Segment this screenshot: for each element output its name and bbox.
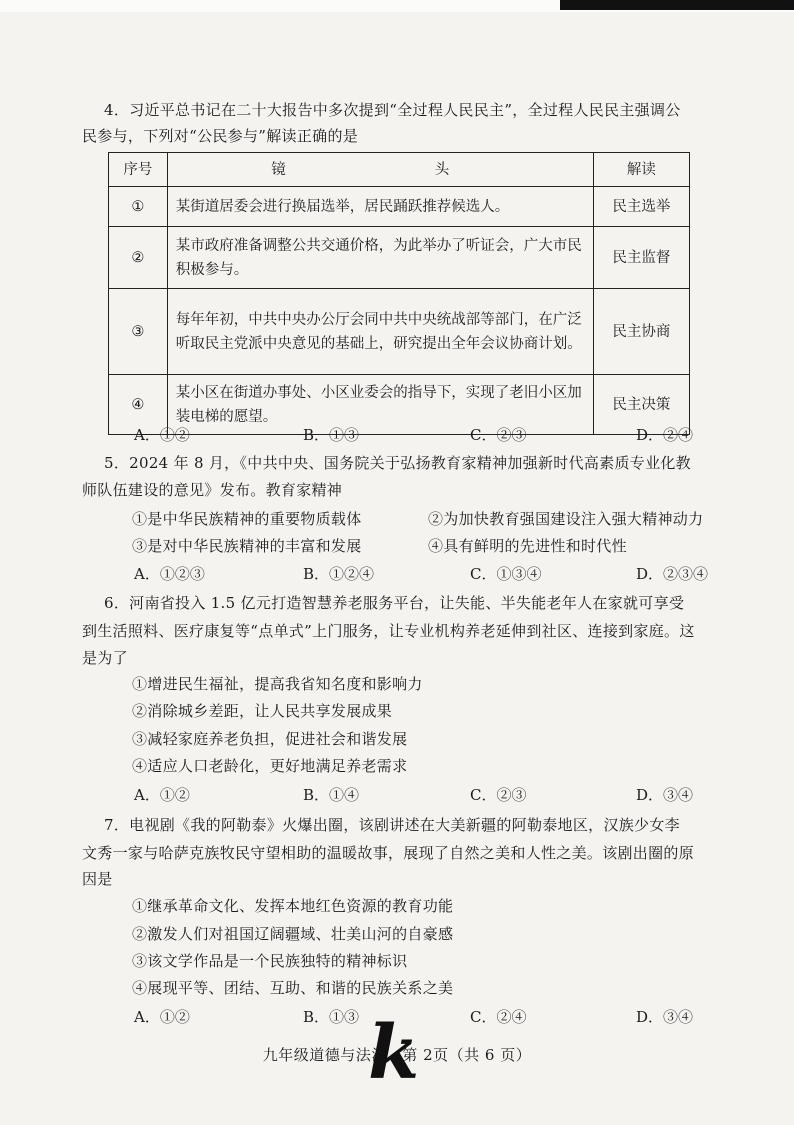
q6-item-1: ①增进民生福祉，提高我省知名度和影响力 — [132, 675, 423, 693]
table-row — [109, 227, 690, 289]
q6-stem-line3: 是为了 — [82, 649, 128, 667]
q4-option-a[interactable]: A．①② — [134, 426, 190, 444]
page-footer: 九年级道德与法治 第 2页（共 6 页） — [262, 1046, 532, 1064]
header-interp: 解读 — [593, 153, 689, 187]
q6-item-2: ②消除城乡差距，让人民共享发展成果 — [132, 702, 393, 720]
q4-option-d[interactable]: D．②④ — [636, 426, 694, 444]
table-row — [109, 375, 690, 435]
q5-item-2: ②为加快教育强国建设注入强大精神动力 — [428, 510, 704, 528]
row-num: ② — [109, 227, 168, 289]
q7-item-3: ③该文学作品是一个民族独特的精神标识 — [132, 952, 408, 970]
q7-stem-line2: 文秀一家与哈萨克族牧民守望相助的温暖故事，展现了自然之美和人性之美。该剧出圈的原 — [82, 844, 695, 862]
q7-option-a[interactable]: A．①② — [134, 1008, 190, 1026]
q5-item-3: ③是对中华民族精神的丰富和发展 — [132, 537, 362, 555]
row-interp: 民主决策 — [593, 375, 689, 435]
q7-item-1: ①继承革命文化、发挥本地红色资源的教育功能 — [132, 897, 454, 915]
q6-item-4: ④适应人口老龄化，更好地满足养老需求 — [132, 757, 408, 775]
row-num: ① — [109, 187, 168, 227]
q6-stem-line1: 6．河南省投入 1.5 亿元打造智慧养老服务平台，让失能、半失能老年人在家就可享受 — [104, 594, 685, 612]
scan-dark-band — [560, 0, 794, 10]
q4-table — [108, 152, 690, 435]
q5-item-1: ①是中华民族精神的重要物质载体 — [132, 510, 362, 528]
q6-item-3: ③减轻家庭养老负担，促进社会和谐发展 — [132, 730, 408, 748]
q6-option-c[interactable]: C．②③ — [470, 786, 527, 804]
q5-stem-line1: 5．2024 年 8 月，《中共中央、国务院关于弘扬教育家精神加强新时代高素质专业化教 — [104, 454, 691, 472]
row-num: ③ — [109, 289, 168, 375]
q5-stem-line2: 师队伍建设的意见》发布。教育家精神 — [82, 481, 343, 499]
q7-option-b[interactable]: B．①③ — [303, 1008, 360, 1026]
q7-item-2: ②激发人们对祖国辽阔疆域、壮美山河的自豪感 — [132, 925, 454, 943]
watermark-logo: k — [368, 1010, 420, 1096]
q5-item-4: ④具有鲜明的先进性和时代性 — [428, 537, 627, 555]
q7-option-c[interactable]: C．②④ — [470, 1008, 527, 1026]
row-scene: 某小区在街道办事处、小区业委会的指导下，实现了老旧小区加装电梯的愿望。 — [167, 375, 593, 435]
q6-option-a[interactable]: A．①② — [134, 786, 190, 804]
q6-stem-line2: 到生活照料、医疗康复等“点单式”上门服务，让专业机构养老延伸到社区、连接到家庭。这 — [82, 622, 695, 640]
q4-option-c[interactable]: C．②③ — [470, 426, 527, 444]
q5-option-a[interactable]: A．①②③ — [134, 565, 205, 583]
row-scene: 某街道居委会进行换届选举，居民踊跃推荐候选人。 — [167, 187, 593, 227]
q5-option-d[interactable]: D．②③④ — [636, 565, 709, 583]
row-num: ④ — [109, 375, 168, 435]
q7-stem-line3: 因是 — [82, 870, 113, 888]
row-scene: 某市政府准备调整公共交通价格，为此举办了听证会，广大市民积极参与。 — [167, 227, 593, 289]
header-num: 序号 — [109, 153, 168, 187]
q7-stem-line1: 7．电视剧《我的阿勒泰》火爆出圈，该剧讲述在大美新疆的阿勒泰地区，汉族少女李 — [104, 816, 680, 834]
q5-option-b[interactable]: B．①②④ — [303, 565, 375, 583]
q4-stem-line1: 4．习近平总书记在二十大报告中多次提到“全过程人民民主”，全过程人民民主强调公 — [104, 101, 681, 119]
table-row — [109, 187, 690, 227]
header-scene: 镜 头 — [167, 153, 593, 187]
q4-stem-line2: 民参与，下列对“公民参与”解读正确的是 — [82, 127, 359, 145]
row-scene: 每年年初，中共中央办公厅会同中共中央统战部等部门，在广泛听取民主党派中央意见的基础上，研究提出全年会议协商计划。 — [167, 289, 593, 375]
q6-option-b[interactable]: B．①④ — [303, 786, 360, 804]
table-row — [109, 289, 690, 375]
row-interp: 民主监督 — [593, 227, 689, 289]
q5-option-c[interactable]: C．①③④ — [470, 565, 542, 583]
row-interp: 民主选举 — [593, 187, 689, 227]
q4-option-b[interactable]: B．①③ — [303, 426, 360, 444]
table-header-row — [109, 153, 690, 187]
q7-item-4: ④展现平等、团结、互助、和谐的民族关系之美 — [132, 979, 454, 997]
q6-option-d[interactable]: D．③④ — [636, 786, 694, 804]
row-interp: 民主协商 — [593, 289, 689, 375]
q7-option-d[interactable]: D．③④ — [636, 1008, 694, 1026]
